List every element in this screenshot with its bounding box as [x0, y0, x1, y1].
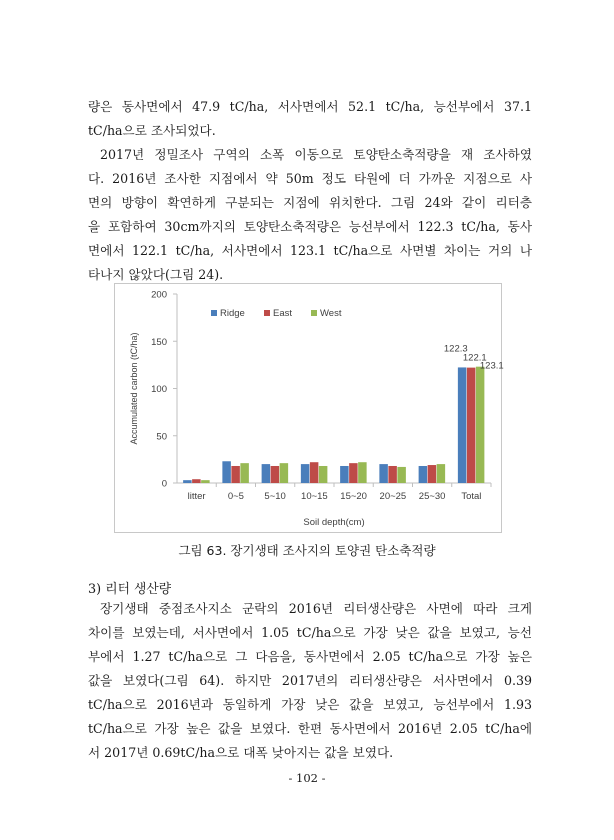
- bar-west-10~15: [319, 466, 328, 483]
- text-line: 2017년 정밀조사 구역의 소폭 이동으로 토양탄소축적량을 재 조사하였: [100, 147, 532, 162]
- text-line: tC/ha으로 조사되었다.: [88, 123, 216, 138]
- bar-west-Total: [476, 367, 485, 483]
- legend-swatch-ridge: [211, 310, 217, 316]
- bar-ridge-25~30: [419, 466, 428, 483]
- y-tick-label: 150: [151, 336, 167, 348]
- bar-ridge-10~15: [301, 464, 310, 483]
- legend-label-east: East: [273, 308, 293, 319]
- page-number: - 102 -: [288, 771, 326, 785]
- x-tick-label: 20~25: [379, 491, 407, 502]
- y-axis-label: Accumulated carbon (tC/ha): [129, 332, 139, 445]
- bar-east-litter: [192, 479, 201, 483]
- paragraph-litter-production: [88, 597, 532, 765]
- bar-east-15~20: [349, 463, 358, 483]
- x-tick-label: Total: [461, 491, 482, 502]
- y-tick-label: 50: [156, 431, 167, 443]
- legend-label-west: West: [320, 308, 342, 319]
- bar-west-20~25: [397, 467, 406, 483]
- bar-ridge-5~10: [262, 464, 271, 483]
- x-tick-label: 5~10: [264, 491, 286, 502]
- data-label-east: 122.1: [462, 352, 487, 364]
- text-line: 다. 2016년 조사한 지점에서 약 50m 정도 타원에 더 가까운 지점으로 사: [88, 171, 532, 186]
- paragraph-2017-survey: [88, 143, 532, 287]
- data-label-ridge: 122.3: [443, 343, 468, 355]
- text-line: 면에서 122.1 tC/ha, 서사면에서 123.1 tC/ha으로 사면별 차이는 거의 나: [88, 243, 532, 258]
- figure-caption: 그림 63. 장기생태 조사지의 토양권 탄소축적량: [178, 543, 436, 558]
- bar-east-5~10: [271, 466, 280, 483]
- text-line: 타나지 않았다(그림 24).: [88, 267, 224, 282]
- text-line: 을 포함하여 30cm까지의 토양탄소축적량은 능선부에서 122.3 tC/ha, 동사: [88, 219, 532, 234]
- bar-east-25~30: [428, 465, 437, 483]
- text-line: 서 2017년 0.69tC/ha으로 대폭 낮아지는 값을 보였다.: [88, 745, 394, 760]
- bar-east-0~5: [231, 466, 240, 483]
- x-tick-label: 15~20: [340, 491, 367, 502]
- text-line: 부에서 1.27 tC/ha으로 그 다음을, 동사면에서 2.05 tC/ha으로 가장 높은: [88, 649, 532, 664]
- bar-west-15~20: [358, 462, 367, 483]
- paragraph-carbon-summary: [88, 95, 532, 143]
- soil-carbon-bar-chart: [115, 284, 504, 532]
- y-tick-label: 0: [161, 478, 167, 490]
- bar-east-10~15: [310, 462, 319, 483]
- bar-west-25~30: [437, 464, 446, 483]
- bar-west-litter: [201, 480, 210, 483]
- data-label-west: 123.1: [479, 360, 504, 372]
- y-tick-label: 200: [151, 289, 167, 301]
- bar-west-5~10: [280, 463, 289, 483]
- section-title: 3) 리터 생산량: [88, 582, 172, 597]
- bar-east-20~25: [388, 466, 397, 483]
- text-line: tC/ha으로 2016년과 동일하게 가장 낮은 값을 보였고, 능선부에서 1.93: [88, 697, 532, 712]
- text-line: 차이를 보였는데, 서사면에서 1.05 tC/ha으로 가장 낮은 값을 보였고, 능선: [88, 625, 532, 640]
- bar-ridge-15~20: [340, 466, 349, 483]
- bar-ridge-litter: [183, 480, 192, 483]
- x-tick-label: 25~30: [418, 491, 446, 502]
- bar-ridge-Total: [458, 367, 467, 483]
- bar-ridge-20~25: [379, 464, 388, 483]
- legend-swatch-west: [311, 310, 317, 316]
- text-line: 량은 동사면에서 47.9 tC/ha, 서사면에서 52.1 tC/ha, 능선부에서 37.1: [88, 99, 532, 114]
- bar-ridge-0~5: [222, 461, 231, 483]
- text-line: tC/ha으로 가장 높은 값을 보였다. 한편 동사면에서 2016년 2.05 tC/ha에: [88, 721, 532, 736]
- text-line: 면의 방향이 확연하게 구분되는 지점에 위치한다. 그림 24와 같이 리터층: [88, 195, 532, 210]
- text-line: 장기생태 중점조사지소 군락의 2016년 리터생산량은 사면에 따라 크게: [100, 601, 532, 616]
- x-tick-label: 0~5: [227, 491, 244, 502]
- x-axis-label: Soil depth(cm): [303, 517, 365, 528]
- bar-east-Total: [467, 368, 476, 483]
- text-line: 값을 보였다(그림 64). 하지만 2017년의 리터생산량은 서사면에서 0.39: [88, 673, 532, 688]
- y-tick-label: 100: [151, 384, 167, 395]
- legend-label-ridge: Ridge: [220, 308, 245, 319]
- x-tick-label: litter: [187, 491, 206, 502]
- legend-swatch-east: [264, 310, 270, 316]
- x-tick-label: 10~15: [301, 491, 328, 502]
- figure-frame: [114, 283, 502, 533]
- bar-west-0~5: [240, 463, 249, 483]
